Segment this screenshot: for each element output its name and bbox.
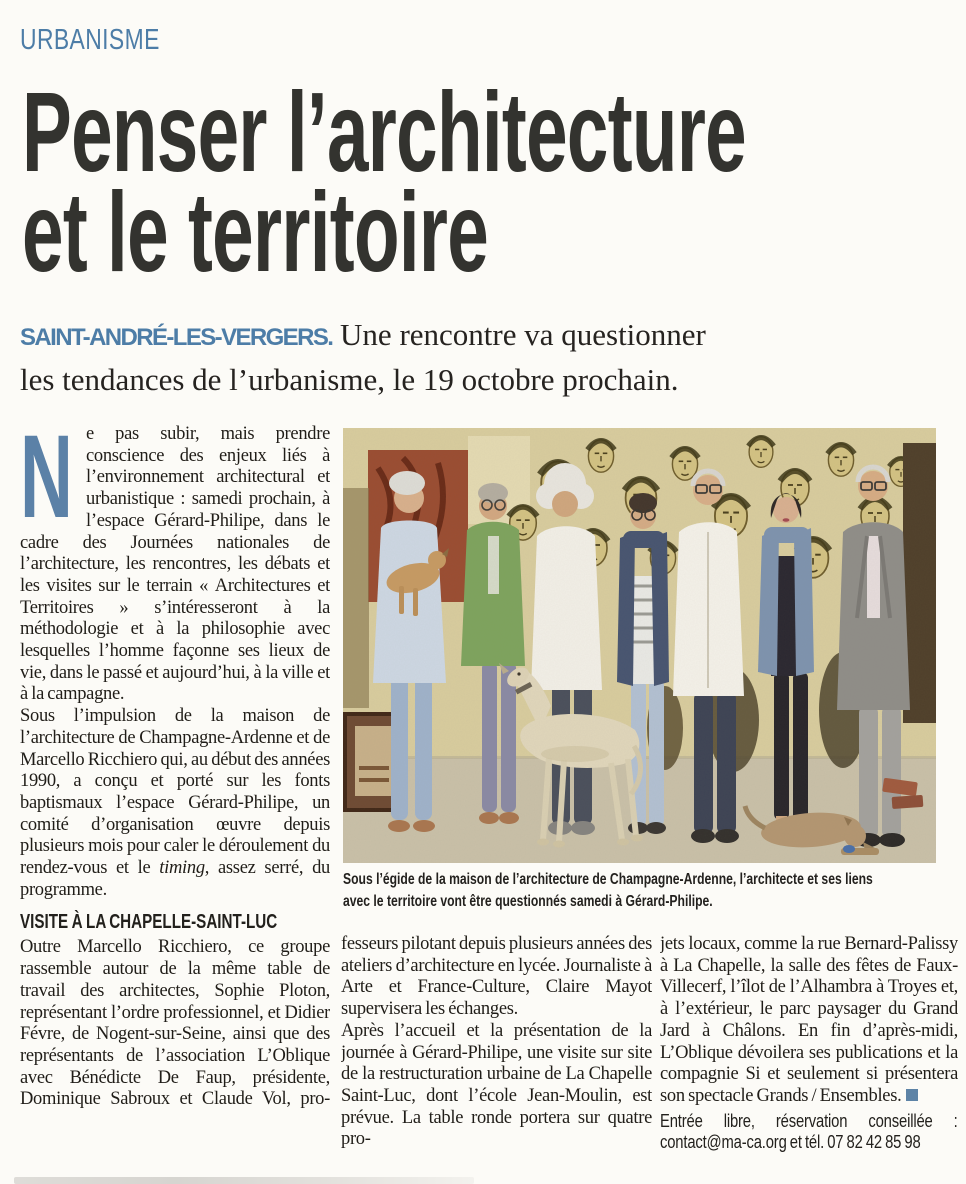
- paragraph-4: fesseurs pilotant depuis plusieurs années des ateliers d’architecture en lycée. Journaliste à Arte et France-Culture, Claire Mayot supervisera les échanges.: [341, 934, 652, 1020]
- paragraph-3: Outre Marcello Ricchiero, ce groupe rassemble autour de la même table de travail des architectes, Sophie Ploton, représentant l’ordre professionnel, et Didier Févre, de Nogent-sur-Seine, ainsi que des représentants de l’association L’Oblique avec Bénédicte De Faup, présidente, Dominique Sabroux et Claude Vol, pro-: [20, 937, 330, 1110]
- headline-line-1: Penser l’architecture: [22, 69, 747, 195]
- paragraph-2: Sous l’impulsion de la maison de l’architecture de Champagne-Ardenne et de Marcello Ricchiero qui, au début des années 1990, a conçu et porté sur les fonts baptismaux l’espace Gérard-Philipe, un comité d’organisation œuvre depuis plusieurs mois pour caler le déroulement du rendez-vous et le timing, assez serré, du programme.: [20, 706, 330, 900]
- column-left: [20, 424, 330, 1178]
- photo-illustration: [343, 428, 936, 863]
- standfirst: [20, 314, 900, 401]
- end-of-article-marker: [906, 1089, 918, 1101]
- article-headline: [22, 69, 747, 295]
- italic-word: timing: [159, 858, 205, 879]
- info-line-2: contact@ma-ca.org et tél. 07 82 42 85 98: [660, 1131, 921, 1153]
- paragraph-6: jets locaux, comme la rue Bernard-Palissy à La Chapelle, la salle des fêtes de Faux-Villecerf, l’îlot de l’Alhambra à Troyes et, à l’extérieur, le parc paysager du Grand Jard à Châlons. En fin d’après-midi, L’Oblique dévoilera ses publications et la compagnie Si et seulement si présentera son spectacle Grands / Ensembles.: [660, 934, 958, 1106]
- next-element-edge: [14, 1177, 474, 1184]
- info-line-1: Entrée libre, réservation conseillée :: [660, 1109, 958, 1131]
- section-subhead: VISITE À LA CHAPELLE-SAINT-LUC: [20, 911, 278, 934]
- photo-grain: [343, 428, 936, 863]
- paragraph-1: N e pas subir, mais prendre conscience des enjeux liés à l’environnement architectural et urbanistique : samedi prochain, à l’espace Gérard-Philipe, dans le cadre des Journées nationales de l’architecture, les rencontres, les débats et les visites sur le terrain « Architectures et Territoires » s’intéresseront à la méthodologie et à la philosophie avec lesquelles l’homme façonne ses lieux de vie, dans le passé et aujourd’hui, à la ville et à la campagne.: [20, 424, 330, 705]
- column-middle: [341, 934, 652, 1184]
- practical-info: [660, 1110, 958, 1153]
- drop-cap: N: [20, 424, 73, 543]
- paragraph-5: Après l’accueil et la présentation de la journée à Gérard-Philipe, une visite sur site de la restructuration urbaine de La Chapelle Saint-Luc, dont l’école Jean-Moulin, est prévue. La table ronde portera sur quatre pro-: [341, 1020, 652, 1150]
- standfirst-text-line1: Une rencontre va questionner: [340, 317, 706, 352]
- photo-caption: [343, 869, 936, 913]
- caption-line-2: avec le territoire vont être questionnés samedi à Gérard-Philipe.: [343, 893, 713, 910]
- standfirst-location: SAINT-ANDRÉ-LES-VERGERS.: [20, 324, 333, 351]
- standfirst-text-line2: les tendances de l’urbanisme, le 19 octobre prochain.: [20, 362, 679, 397]
- caption-line-1: Sous l’égide de la maison de l’architecture de Champagne-Ardenne, l’architecte et ses liens: [343, 871, 873, 888]
- headline-line-2: et le territoire: [22, 169, 489, 295]
- kicker-urbanisme: URBANISME: [20, 24, 160, 56]
- column-right: [660, 934, 958, 1184]
- group-photo: [343, 428, 936, 863]
